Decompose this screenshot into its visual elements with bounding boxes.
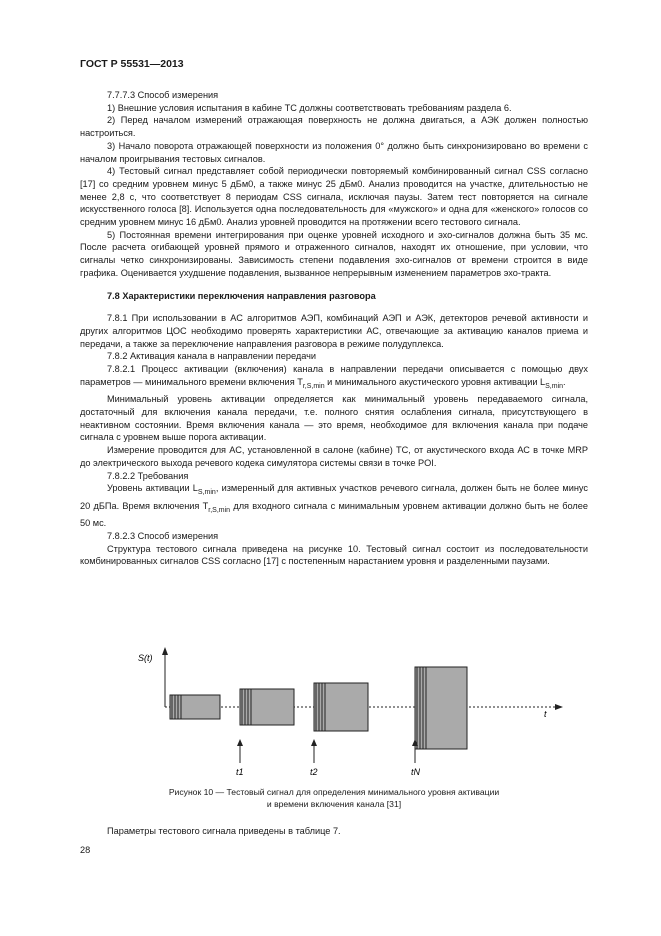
marker-t1 <box>236 739 244 777</box>
signal-burst-3 <box>314 683 368 731</box>
paragraph: Структура тестового сигнала приведена на рисунке 10. Тестовый сигнал состоит из последовательности комбинированных сигналов CSS согласно [17] с постепенным нарастанием уровня и разделенными паузами. <box>80 543 588 567</box>
paragraph: Минимальный уровень активации определяется как минимальный уровень передаваемого сигнала, достаточный для включения канала передачи, т.е. полного снятия ослабления сигнала, присутствующего в неактивном состоянии. Время включения канала — это время, необходимое для включения канала при подаче сигнала с уровнем выше порога активации. <box>80 394 588 443</box>
document-header: ГОСТ Р 55531—2013 <box>80 58 184 70</box>
paragraph: 1) Внешние условия испытания в кабине ТС должны соответствовать требованиям раздела 6. <box>107 102 512 113</box>
document-body <box>80 89 588 568</box>
paragraph: 4) Тестовый сигнал представляет собой периодически повторяемый комбинированный сигнал CSS согласно [17] со средним уровнем минус 5 дБм0, а также минус 25 дБм0. Анализ проводится на участке, длительностью не менее 2,8 с, что соответствует 8 периодам CSS сигнала, исключая паузы. Затем тест повторяется на сигнале искусственного голоса [8]. Используется одна последовательность для «мужского» и одна для «женского» голосов со средним уровнем минус 16 дБм0. Анализ уровней проводится на протяжении всего тестового сигнала. <box>80 166 588 228</box>
caption-line-1: Рисунок 10 — Тестовый сигнал для определения минимального уровня активации <box>168 787 500 797</box>
page-number: 28 <box>80 845 91 855</box>
paragraph: 7.8.2.3 Способ измерения <box>107 530 219 541</box>
paragraph: 7.8.2.1 Процесс активации (включения) канала в направлении передачи описывается с помощью двух параметров — минимального времени включения $T_{r,S,min}$ и минимального акустического уровня активации $L_{S,min}$. <box>80 364 588 390</box>
y-axis-label: S(t) <box>138 653 153 663</box>
marker-t1-label: t1 <box>236 767 244 777</box>
signal-burst-2 <box>240 689 294 725</box>
paragraph: 7.8.2 Активация канала в направлении передачи <box>107 351 317 362</box>
signal-burst-n <box>415 667 467 749</box>
paragraph: 7.8.2.2 Требования <box>107 470 189 481</box>
paragraph: 7.8.1 При использовании в АС алгоритмов АЭП, комбинаций АЭП и АЭК, детекторов речевой активности и других алгоритмов ЦОС необходимо проверять характеристики АС, отвечающие за активацию каналов приема и передачи, а также за переключение направления разговора в режиме полудуплекса. <box>80 313 588 349</box>
marker-t2 <box>310 739 318 777</box>
paragraph: 5) Постоянная времени интегрирования при оценке уровней исходного и эхо-сигналов должна быть 35 мс. После расчета огибающей уровней прямого и отраженного сигналов, находят их отношение, при условии, что сигналы четко синхронизированы. Зависимость степени подавления эхо-сигналов от времени строится в виде графика. Оценивается ухудшение подавления, вызванное непрерывным изменением параметров эхо-тракта. <box>80 229 588 278</box>
paragraph: 7.7.7.3 Способ измерения <box>107 90 219 100</box>
paragraph: Уровень активации $L_{S,min}$, измеренный для активных участков речевого сигнала, должен быть не более минус 20 дБПа. Время включения $T_{r,S,min}$ для входного сигнала с минимальным уровнем активации должно быть не более 50 мс. <box>80 483 589 529</box>
y-axis-arrow <box>162 647 168 655</box>
figure-caption <box>80 786 588 810</box>
marker-tn-label: tN <box>411 767 420 777</box>
x-axis-label: t <box>544 709 547 719</box>
x-axis-arrow <box>555 704 563 710</box>
paragraph: Измерение проводится для АС, установленной в салоне (кабине) ТС, от акустического входа АС в точке MRP до электрического выхода речевого кодека симулятора системы связи в точке POI. <box>80 445 588 468</box>
figure-test-signal <box>138 645 570 785</box>
paragraph: 3) Начало поворота отражающей поверхности из положения 0° должно быть синхронизировано во времени с началом проигрывания тестовых сигналов. <box>80 140 588 164</box>
section-heading: 7.8 Характеристики переключения направления разговора <box>107 290 376 301</box>
caption-line-2: и времени включения канала [31] <box>266 799 402 809</box>
paragraph: 2) Перед началом измерений отражающая поверхность не должна двигаться, а АЭК должен полностью настроиться. <box>80 115 588 139</box>
table-reference-paragraph: Параметры тестового сигнала приведены в таблице 7. <box>107 826 341 836</box>
marker-t2-label: t2 <box>310 767 318 777</box>
signal-burst-1 <box>170 695 220 719</box>
